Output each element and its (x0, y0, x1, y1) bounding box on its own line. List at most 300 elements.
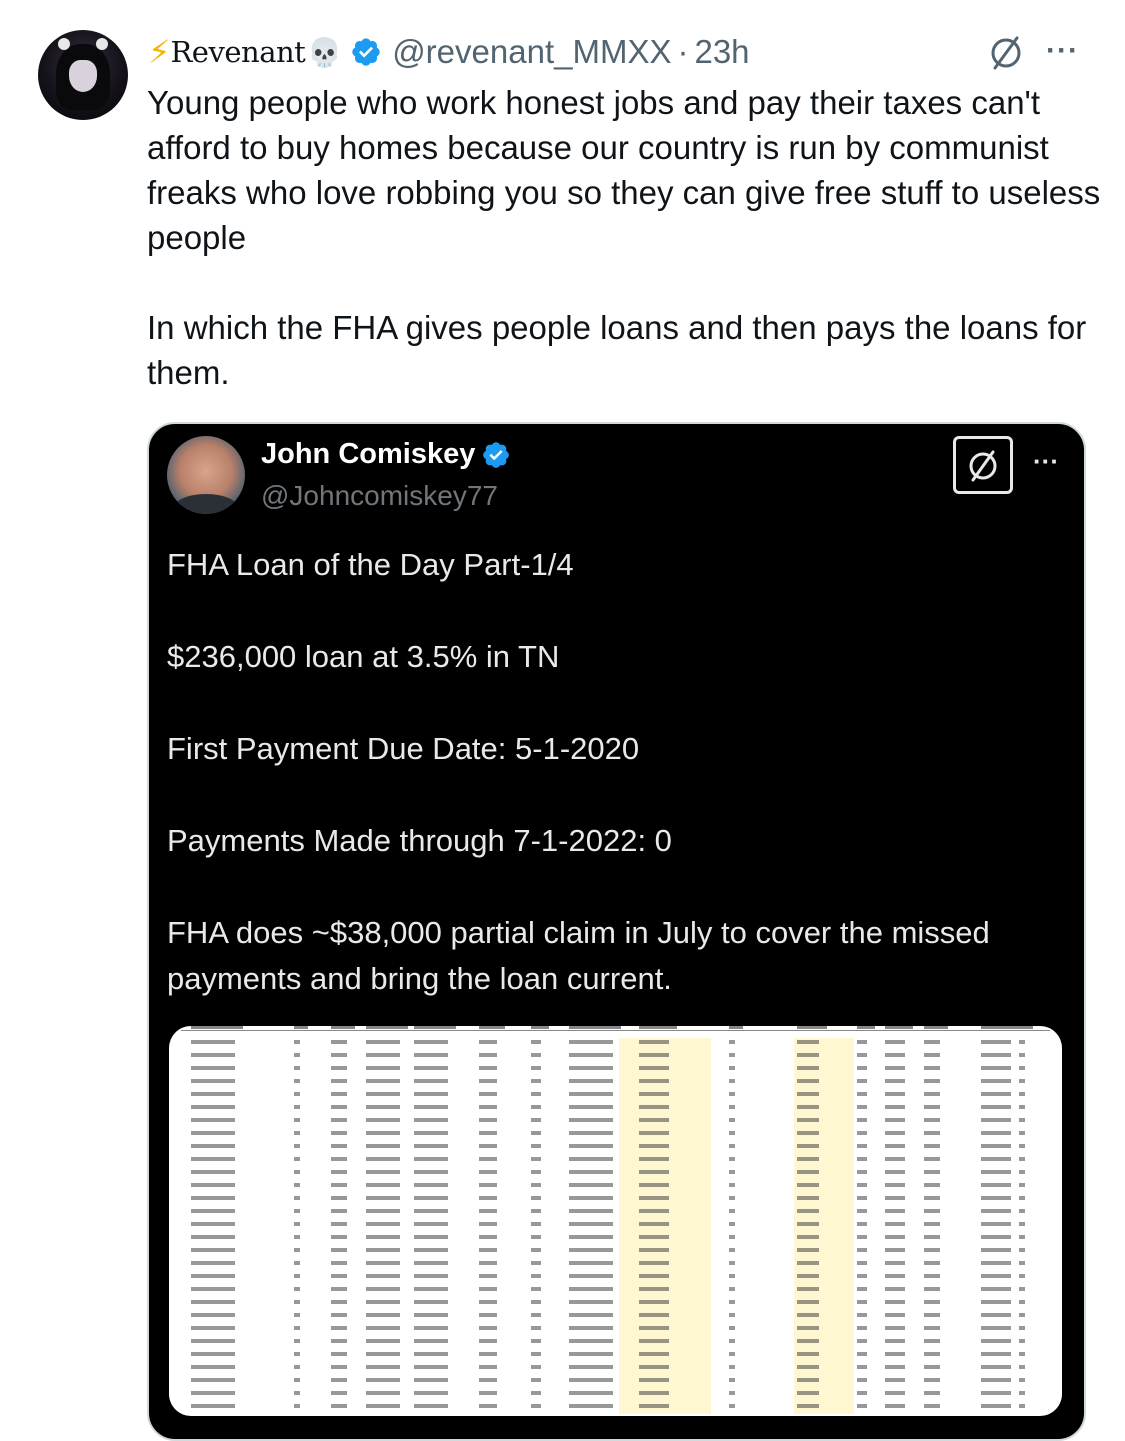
sheet-cell (639, 1378, 669, 1382)
sheet-cell (531, 1053, 541, 1057)
sheet-cell (729, 1326, 735, 1330)
sheet-cell (981, 1352, 1011, 1356)
sheet-cell (479, 1196, 497, 1200)
sheet-cell (729, 1118, 735, 1122)
sheet-cell (729, 1131, 735, 1135)
separator-dot: · (677, 33, 689, 70)
sheet-cell (191, 1352, 235, 1356)
sheet-cell (366, 1391, 400, 1395)
sheet-cell (531, 1131, 541, 1135)
sheet-cell (885, 1326, 905, 1330)
sheet-cell (479, 1144, 497, 1148)
sheet-cell (857, 1092, 867, 1096)
sheet-cell (981, 1131, 1011, 1135)
sheet-header-cell (569, 1026, 621, 1029)
sheet-cell (981, 1118, 1011, 1122)
sheet-header-rule (181, 1030, 1050, 1031)
avatar-skull-left (58, 38, 70, 50)
sheet-cell (569, 1339, 613, 1343)
sheet-cell (331, 1339, 347, 1343)
sheet-cell (797, 1339, 819, 1343)
sheet-cell (797, 1365, 819, 1369)
sheet-cell (531, 1248, 541, 1252)
sheet-cell (569, 1131, 613, 1135)
sheet-cell (366, 1378, 400, 1382)
sheet-cell (414, 1209, 448, 1213)
sheet-cell (981, 1313, 1011, 1317)
sheet-cell (857, 1131, 867, 1135)
sheet-cell (191, 1079, 235, 1083)
sheet-cell (191, 1222, 235, 1226)
sheet-cell (857, 1040, 867, 1044)
sheet-cell (857, 1235, 867, 1239)
tweet-timestamp[interactable]: 23h (694, 33, 750, 70)
sheet-cell (569, 1404, 613, 1408)
sheet-cell (857, 1053, 867, 1057)
sheet-cell (331, 1235, 347, 1239)
sheet-cell (331, 1170, 347, 1174)
sheet-cell (331, 1040, 347, 1044)
sheet-cell (857, 1404, 867, 1408)
sheet-cell (924, 1391, 940, 1395)
sheet-cell (294, 1235, 300, 1239)
quoted-author-name[interactable]: John Comiskey (261, 438, 476, 470)
sheet-cell (857, 1066, 867, 1070)
sheet-cell (639, 1079, 669, 1083)
sheet-cell (366, 1105, 400, 1109)
sheet-cell (729, 1287, 735, 1291)
sheet-cell (885, 1118, 905, 1122)
sheet-cell (924, 1131, 940, 1135)
sheet-cell (729, 1053, 735, 1057)
sheet-cell (1019, 1378, 1025, 1382)
sheet-cell (885, 1261, 905, 1265)
sheet-cell (1019, 1274, 1025, 1278)
sheet-cell (479, 1222, 497, 1226)
sheet-cell (639, 1131, 669, 1135)
sheet-cell (414, 1170, 448, 1174)
sheet-cell (797, 1235, 819, 1239)
sheet-header-cell (797, 1026, 827, 1029)
sheet-cell (479, 1170, 497, 1174)
spreadsheet-image[interactable] (169, 1026, 1062, 1416)
sheet-cell (857, 1378, 867, 1382)
sheet-cell (479, 1339, 497, 1343)
sheet-cell (294, 1157, 300, 1161)
sheet-cell (639, 1326, 669, 1330)
sheet-cell (729, 1209, 735, 1213)
avatar-shirt (173, 494, 239, 514)
sheet-cell (414, 1092, 448, 1096)
sheet-cell (191, 1040, 235, 1044)
sheet-cell (729, 1040, 735, 1044)
sheet-cell (191, 1365, 235, 1369)
tweet-paragraph-1: Young people who work honest jobs and pay their taxes can't afford to buy homes because our country is run by communist freaks who love robbing you so they can give free stuff to useless people (147, 84, 1101, 256)
sheet-cell (857, 1196, 867, 1200)
sheet-cell (857, 1352, 867, 1356)
sheet-cell (331, 1118, 347, 1122)
sheet-cell (366, 1287, 400, 1291)
sheet-cell (479, 1326, 497, 1330)
sheet-cell (479, 1313, 497, 1317)
sheet-cell (569, 1144, 613, 1148)
sheet-cell (191, 1144, 235, 1148)
sheet-cell (531, 1170, 541, 1174)
sheet-header-cell (531, 1026, 549, 1029)
sheet-cell (885, 1040, 905, 1044)
sheet-cell (729, 1066, 735, 1070)
sheet-cell (331, 1222, 347, 1226)
sheet-cell (729, 1378, 735, 1382)
sheet-cell (1019, 1313, 1025, 1317)
sheet-cell (331, 1183, 347, 1187)
sheet-cell (294, 1170, 300, 1174)
sheet-cell (981, 1209, 1011, 1213)
sheet-cell (294, 1248, 300, 1252)
sheet-cell (885, 1066, 905, 1070)
sheet-cell (857, 1339, 867, 1343)
sheet-cell (479, 1248, 497, 1252)
sheet-cell (924, 1222, 940, 1226)
sheet-cell (414, 1040, 448, 1044)
sheet-cell (331, 1092, 347, 1096)
sheet-cell (414, 1404, 448, 1408)
sheet-cell (981, 1339, 1011, 1343)
sheet-cell (797, 1222, 819, 1226)
sheet-cell (366, 1339, 400, 1343)
sheet-cell (924, 1157, 940, 1161)
sheet-cell (981, 1300, 1011, 1304)
bolt-emoji: ⚡ (148, 34, 171, 70)
sheet-cell (797, 1300, 819, 1304)
sheet-cell (531, 1040, 541, 1044)
sheet-cell (531, 1066, 541, 1070)
verified-badge-icon[interactable] (350, 36, 382, 68)
sheet-header-cell (729, 1026, 743, 1029)
sheet-cell (191, 1313, 235, 1317)
sheet-cell (1019, 1040, 1025, 1044)
sheet-cell (479, 1209, 497, 1213)
sheet-cell (366, 1235, 400, 1239)
sheet-cell (857, 1157, 867, 1161)
sheet-cell (331, 1079, 347, 1083)
tweet-text (147, 80, 1107, 395)
sheet-cell (924, 1248, 940, 1252)
sheet-cell (366, 1131, 400, 1135)
author-display-name[interactable]: Revenant (170, 35, 306, 69)
sheet-cell (1019, 1222, 1025, 1226)
sheet-header-cell (294, 1026, 308, 1029)
sheet-cell (331, 1261, 347, 1265)
sheet-cell (191, 1183, 235, 1187)
sheet-cell (729, 1235, 735, 1239)
quoted-author-avatar[interactable] (167, 436, 245, 514)
sheet-cell (414, 1066, 448, 1070)
sheet-cell (531, 1261, 541, 1265)
sheet-cell (479, 1274, 497, 1278)
sheet-cell (729, 1248, 735, 1252)
sheet-header-cell (981, 1026, 1019, 1029)
sheet-cell (1019, 1300, 1025, 1304)
sheet-cell (797, 1313, 819, 1317)
quoted-paragraph-4: Payments Made through 7-1-2022: 0 (167, 823, 672, 858)
sheet-cell (1019, 1261, 1025, 1265)
sheet-cell (569, 1365, 613, 1369)
sheet-cell (191, 1209, 235, 1213)
sheet-header-cell (479, 1026, 505, 1029)
sheet-cell (414, 1274, 448, 1278)
sheet-cell (331, 1313, 347, 1317)
sheet-cell (639, 1352, 669, 1356)
sheet-cell (924, 1209, 940, 1213)
sheet-cell (924, 1105, 940, 1109)
sheet-cell (294, 1209, 300, 1213)
sheet-cell (569, 1157, 613, 1161)
sheet-cell (1019, 1105, 1025, 1109)
sheet-cell (1019, 1118, 1025, 1122)
sheet-cell (981, 1196, 1011, 1200)
sheet-cell (1019, 1287, 1025, 1291)
sheet-cell (366, 1157, 400, 1161)
sheet-cell (366, 1274, 400, 1278)
sheet-cell (294, 1352, 300, 1356)
sheet-cell (414, 1105, 448, 1109)
sheet-cell (479, 1131, 497, 1135)
sheet-cell (479, 1287, 497, 1291)
sheet-cell (191, 1053, 235, 1057)
sheet-cell (924, 1300, 940, 1304)
sheet-cell (569, 1079, 613, 1083)
sheet-cell (366, 1300, 400, 1304)
sheet-cell (797, 1118, 819, 1122)
sheet-cell (294, 1404, 300, 1408)
sheet-cell (191, 1404, 235, 1408)
grok-icon[interactable] (986, 32, 1026, 72)
quoted-paragraph-3: First Payment Due Date: 5-1-2020 (167, 731, 640, 766)
sheet-cell (857, 1300, 867, 1304)
sheet-cell (366, 1170, 400, 1174)
sheet-cell (479, 1092, 497, 1096)
sheet-cell (414, 1131, 448, 1135)
sheet-cell (797, 1209, 819, 1213)
sheet-cell (885, 1222, 905, 1226)
sheet-cell (531, 1300, 541, 1304)
sheet-cell (366, 1092, 400, 1096)
sheet-cell (531, 1391, 541, 1395)
sheet-cell (414, 1339, 448, 1343)
sheet-cell (414, 1365, 448, 1369)
sheet-cell (857, 1287, 867, 1291)
sheet-cell (639, 1287, 669, 1291)
sheet-cell (366, 1079, 400, 1083)
sheet-cell (414, 1157, 448, 1161)
sheet-cell (294, 1326, 300, 1330)
sheet-cell (366, 1222, 400, 1226)
sheet-cell (924, 1352, 940, 1356)
quoted-paragraph-1: FHA Loan of the Day Part-1/4 (167, 547, 574, 582)
sheet-cell (531, 1118, 541, 1122)
sheet-cell (639, 1365, 669, 1369)
sheet-cell (797, 1144, 819, 1148)
sheet-cell (331, 1365, 347, 1369)
sheet-cell (797, 1352, 819, 1356)
sheet-header-cell (331, 1026, 355, 1029)
sheet-cell (857, 1248, 867, 1252)
sheet-cell (569, 1261, 613, 1265)
sheet-header-cell (885, 1026, 913, 1029)
sheet-cell (797, 1066, 819, 1070)
sheet-cell (797, 1274, 819, 1278)
sheet-cell (331, 1300, 347, 1304)
sheet-cell (569, 1066, 613, 1070)
quoted-more-options-icon[interactable]: ··· (1033, 446, 1059, 476)
author-avatar[interactable] (38, 30, 128, 120)
sheet-cell (924, 1170, 940, 1174)
sheet-cell (729, 1183, 735, 1187)
sheet-cell (366, 1118, 400, 1122)
more-options-icon[interactable]: ··· (1046, 34, 1079, 67)
sheet-cell (479, 1066, 497, 1070)
sheet-cell (885, 1092, 905, 1096)
sheet-cell (924, 1378, 940, 1382)
sheet-header-cell (857, 1026, 875, 1029)
sheet-cell (639, 1274, 669, 1278)
sheet-cell (924, 1404, 940, 1408)
sheet-cell (797, 1248, 819, 1252)
sheet-cell (191, 1235, 235, 1239)
sheet-cell (569, 1170, 613, 1174)
sheet-cell (414, 1183, 448, 1187)
sheet-cell (414, 1248, 448, 1252)
sheet-cell (191, 1274, 235, 1278)
sheet-cell (924, 1040, 940, 1044)
sheet-cell (729, 1157, 735, 1161)
quoted-author-name-row (261, 438, 511, 471)
sheet-header-cell (924, 1026, 948, 1029)
sheet-cell (797, 1287, 819, 1291)
sheet-cell (569, 1040, 613, 1044)
sheet-cell (531, 1313, 541, 1317)
sheet-cell (639, 1066, 669, 1070)
sheet-cell (531, 1339, 541, 1343)
sheet-cell (797, 1092, 819, 1096)
sheet-cell (924, 1092, 940, 1096)
sheet-cell (924, 1313, 940, 1317)
sheet-cell (924, 1183, 940, 1187)
sheet-cell (569, 1287, 613, 1291)
sheet-cell (366, 1365, 400, 1369)
sheet-cell (857, 1261, 867, 1265)
sheet-cell (639, 1170, 669, 1174)
sheet-cell (191, 1105, 235, 1109)
sheet-cell (729, 1391, 735, 1395)
sheet-cell (531, 1079, 541, 1083)
sheet-cell (729, 1404, 735, 1408)
sheet-cell (191, 1118, 235, 1122)
sheet-cell (569, 1235, 613, 1239)
sheet-cell (569, 1378, 613, 1382)
sheet-cell (531, 1183, 541, 1187)
sheet-cell (294, 1183, 300, 1187)
sheet-cell (366, 1183, 400, 1187)
sheet-cell (294, 1144, 300, 1148)
sheet-cell (885, 1131, 905, 1135)
sheet-cell (1019, 1339, 1025, 1343)
sheet-cell (331, 1209, 347, 1213)
quoted-tweet-card[interactable] (147, 422, 1086, 1441)
sheet-cell (531, 1196, 541, 1200)
sheet-cell (191, 1287, 235, 1291)
sheet-cell (479, 1365, 497, 1369)
quoted-grok-icon[interactable] (953, 436, 1013, 494)
sheet-cell (366, 1144, 400, 1148)
sheet-cell (191, 1196, 235, 1200)
sheet-cell (531, 1326, 541, 1330)
sheet-cell (1019, 1326, 1025, 1330)
sheet-cell (331, 1157, 347, 1161)
sheet-cell (729, 1274, 735, 1278)
sheet-cell (331, 1248, 347, 1252)
sheet-cell (366, 1261, 400, 1265)
sheet-cell (981, 1287, 1011, 1291)
sheet-cell (924, 1196, 940, 1200)
sheet-cell (857, 1105, 867, 1109)
sheet-cell (414, 1326, 448, 1330)
sheet-cell (414, 1144, 448, 1148)
sheet-cell (857, 1144, 867, 1148)
sheet-cell (981, 1378, 1011, 1382)
quoted-author-handle[interactable]: @Johncomiskey77 (261, 480, 498, 511)
sheet-cell (569, 1274, 613, 1278)
sheet-cell (924, 1274, 940, 1278)
sheet-cell (639, 1248, 669, 1252)
sheet-cell (1019, 1209, 1025, 1213)
sheet-cell (797, 1157, 819, 1161)
sheet-header-cell (191, 1026, 243, 1029)
sheet-cell (639, 1105, 669, 1109)
sheet-cell (857, 1209, 867, 1213)
sheet-cell (414, 1079, 448, 1083)
sheet-cell (331, 1196, 347, 1200)
sheet-cell (885, 1352, 905, 1356)
sheet-cell (857, 1183, 867, 1187)
sheet-cell (857, 1118, 867, 1122)
sheet-cell (331, 1274, 347, 1278)
sheet-header-cell (414, 1026, 456, 1029)
sheet-cell (857, 1274, 867, 1278)
sheet-cell (479, 1040, 497, 1044)
sheet-cell (1019, 1391, 1025, 1395)
sheet-cell (1019, 1053, 1025, 1057)
sheet-cell (479, 1378, 497, 1382)
author-handle[interactable]: @revenant_MMXX (392, 33, 672, 70)
sheet-cell (1019, 1196, 1025, 1200)
sheet-cell (569, 1391, 613, 1395)
sheet-cell (729, 1105, 735, 1109)
sheet-cell (366, 1053, 400, 1057)
sheet-cell (569, 1092, 613, 1096)
sheet-cell (1019, 1170, 1025, 1174)
sheet-cell (885, 1274, 905, 1278)
sheet-cell (924, 1235, 940, 1239)
sheet-cell (924, 1053, 940, 1057)
sheet-cell (191, 1092, 235, 1096)
sheet-cell (729, 1196, 735, 1200)
sheet-cell (569, 1183, 613, 1187)
quoted-paragraph-2: $236,000 loan at 3.5% in TN (167, 639, 560, 674)
sheet-cell (191, 1339, 235, 1343)
sheet-cell (981, 1261, 1011, 1265)
